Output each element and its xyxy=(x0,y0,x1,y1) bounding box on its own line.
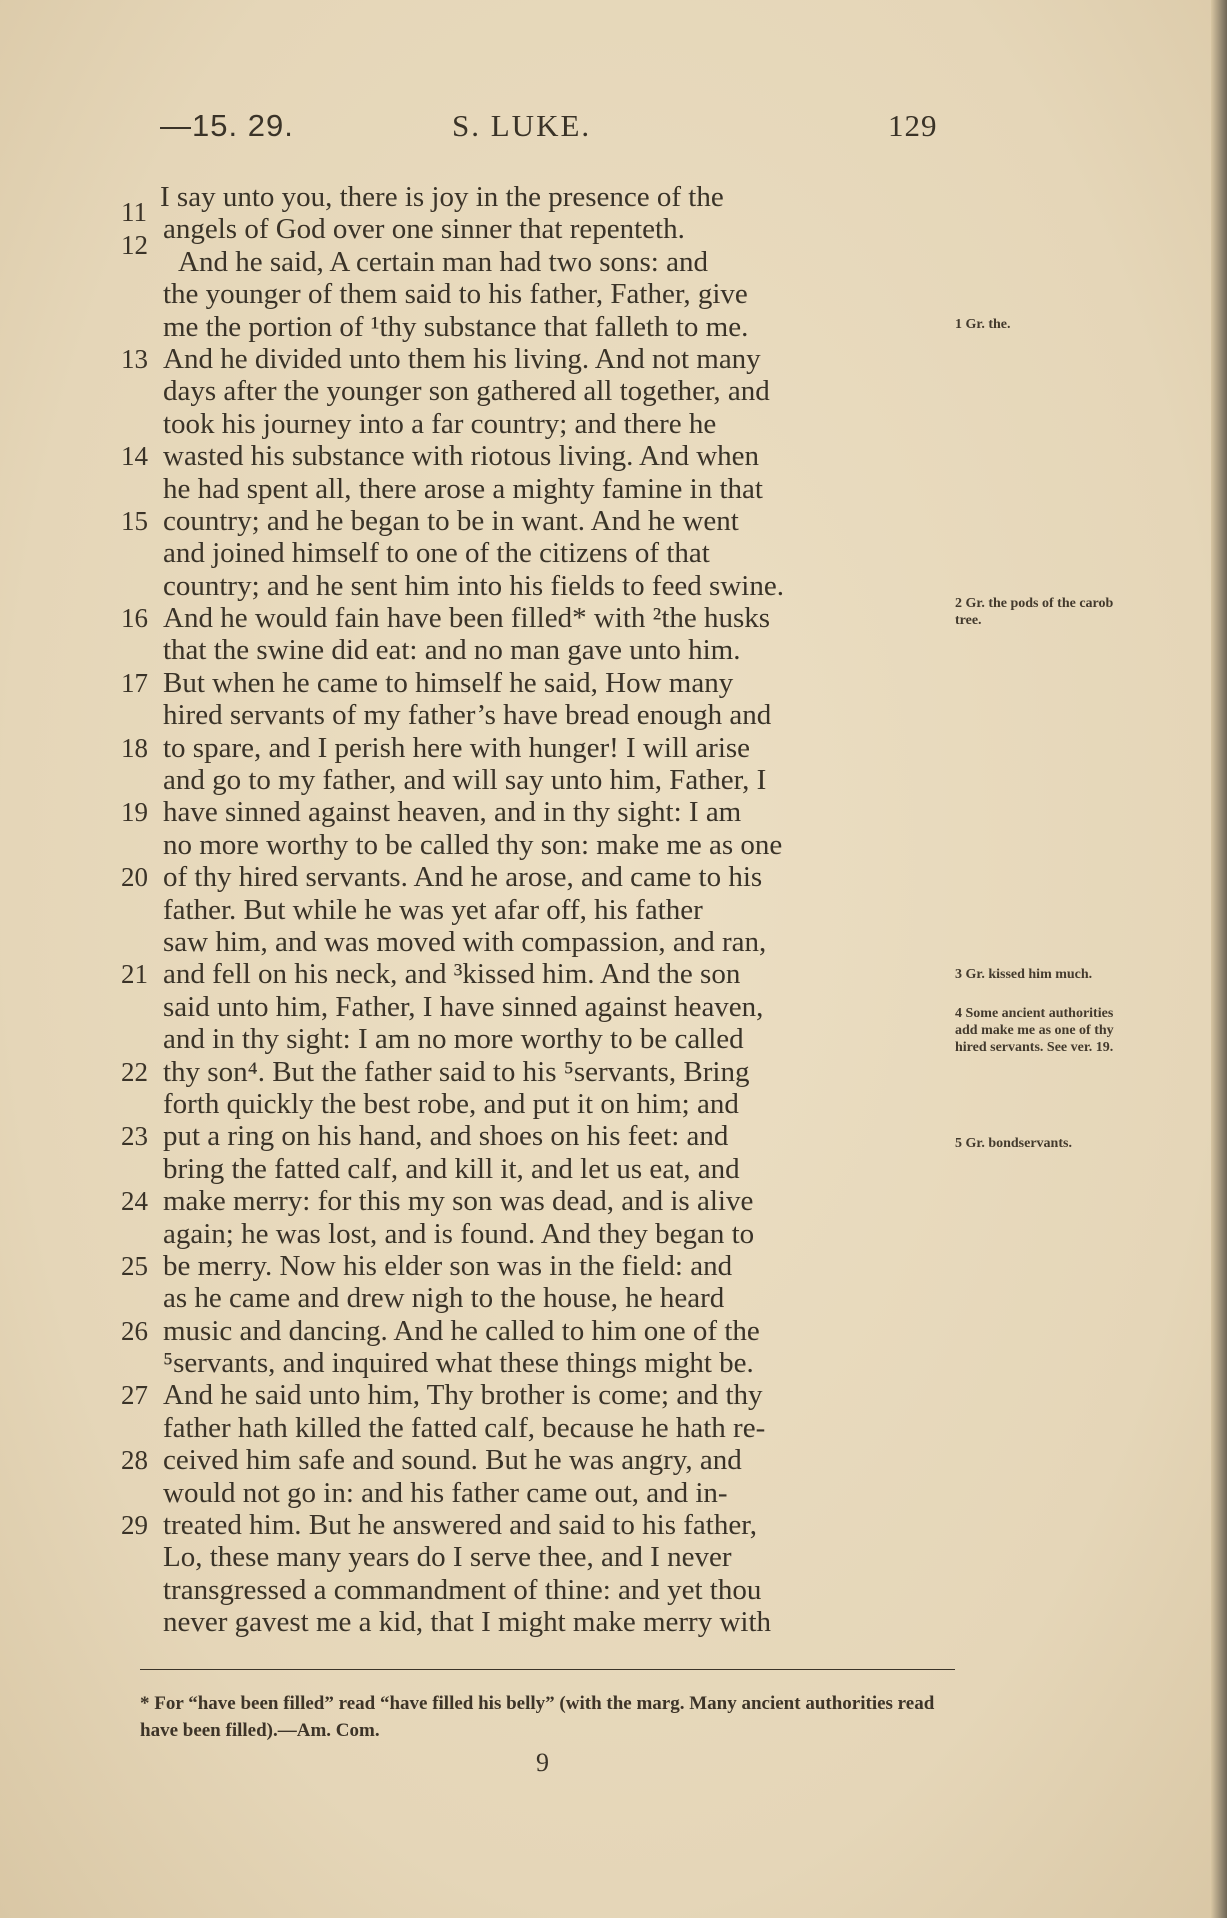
text-line: 13 And he divided unto them his living. And not many xyxy=(121,342,761,375)
text-line: bring the fatted calf, and kill it, and let us eat, and xyxy=(163,1152,740,1185)
text-line: country; and he sent him into his fields to feed swine. xyxy=(163,569,784,602)
page-signature: 9 xyxy=(536,1748,549,1777)
text-line: 20 of thy hired servants. And he arose, and came to his xyxy=(121,861,763,894)
margin-note-2: 2 Gr. the pods of the carob tree. xyxy=(955,596,1114,628)
header-chapter-ref: —15. 29. xyxy=(160,108,294,143)
margin-note-4: 4 Some ancient authorities add make me as one of thy hired servants. See ver. 19. xyxy=(955,1006,1114,1055)
header-page-number: 129 xyxy=(888,108,938,143)
text-line: 12 And he said, A certain man had two sons: and xyxy=(121,229,708,278)
text-line: 19 have sinned against heaven, and in thy sight: I am xyxy=(121,796,742,829)
text-line: 26 music and dancing. And he called to him one of the xyxy=(121,1314,760,1347)
text-line: as he came and drew nigh to the house, he heard xyxy=(163,1282,725,1315)
text-line: forth quickly the best robe, and put it on him; and xyxy=(163,1087,739,1120)
verse-number: 26 xyxy=(121,1315,148,1346)
verse-number: 13 xyxy=(121,343,148,374)
text-line: 21 and fell on his neck, and ³kissed him. And the son xyxy=(121,958,741,991)
verse-number: 24 xyxy=(121,1186,148,1217)
verse-number: 16 xyxy=(121,603,148,634)
text-line: 18 to spare, and I perish here with hunger! I will arise xyxy=(121,731,751,764)
text-line: days after the younger son gathered all together, and xyxy=(163,375,770,408)
text-line: 29 treated him. But he answered and said to his father, xyxy=(121,1509,757,1542)
text-line: 23 put a ring on his hand, and shoes on his feet: and xyxy=(121,1120,729,1153)
text-line: 24 make merry: for this my son was dead, and is alive xyxy=(121,1185,754,1218)
text-line: 25 be merry. Now his elder son was in the field: and xyxy=(121,1249,733,1282)
verse-number: 12 xyxy=(121,229,148,260)
text-line: 22 thy son⁴. But the father said to his ⁵servants, Bring xyxy=(121,1055,750,1088)
verse-number: 18 xyxy=(121,732,148,763)
verse-number: 27 xyxy=(121,1380,148,1411)
verse-number: 28 xyxy=(121,1445,148,1476)
text-line: 15 country; and he began to be in want. And he went xyxy=(121,504,739,537)
verse-number: 15 xyxy=(121,505,148,536)
verse-number: 22 xyxy=(121,1056,148,1087)
header-book-title: S. LUKE. xyxy=(452,108,592,143)
verse-number: 11 xyxy=(121,197,147,228)
text-line: and joined himself to one of the citizens of that xyxy=(163,537,710,570)
text-line: the younger of them said to his father, Father, give xyxy=(163,278,748,311)
text-line: father hath killed the fatted calf, because he hath re- xyxy=(163,1411,766,1444)
verse-number: 21 xyxy=(121,959,148,990)
verse-number: 14 xyxy=(121,441,148,472)
text-line: would not go in: and his father came out, and in- xyxy=(163,1476,728,1509)
text-line: Lo, these many years do I serve thee, and I never xyxy=(163,1541,732,1574)
verse-number: 23 xyxy=(121,1121,148,1152)
text-line: 14 wasted his substance with riotous living. And when xyxy=(121,440,760,473)
text-line: 16 And he would fain have been filled* with ²the husks xyxy=(121,602,771,635)
margin-note-3: 3 Gr. kissed him much. xyxy=(955,967,1093,982)
text-line: father. But while he was yet afar off, his father xyxy=(163,893,703,926)
text-line: and in thy sight: I am no more worthy to be called xyxy=(163,1023,744,1056)
verse-number: 25 xyxy=(121,1250,148,1281)
text-line: ⁵servants, and inquired what these things might be. xyxy=(163,1347,754,1380)
text-line: that the swine did eat: and no man gave unto him. xyxy=(163,634,741,667)
text-line: transgressed a commandment of thine: and yet thou xyxy=(163,1573,762,1606)
scripture-text xyxy=(0,181,1227,1639)
text-line: he had spent all, there arose a mighty famine in that xyxy=(163,472,763,505)
text-line: I say unto you, there is joy in the presence of the xyxy=(160,181,724,213)
footnote: * For “have been filled” read “have filled his belly” (with the marg. Many ancient authorities read have been filled).—Am. Com. xyxy=(140,1693,935,1741)
text-line: 27 And he said unto him, Thy brother is come; and thy xyxy=(121,1379,763,1412)
footnote-divider xyxy=(140,1669,955,1670)
text-line: and go to my father, and will say unto him, Father, I xyxy=(163,764,767,797)
text-line: said unto him, Father, I have sinned against heaven, xyxy=(163,990,764,1023)
verse-number: 19 xyxy=(121,797,148,828)
text-line: 11 angels of God over one sinner that repenteth. xyxy=(121,197,685,246)
verse-number: 29 xyxy=(121,1510,148,1541)
text-line: me the portion of ¹thy substance that falleth to me. xyxy=(163,310,749,343)
text-line: no more worthy to be called thy son: make me as one xyxy=(163,828,783,861)
verse-number: 17 xyxy=(121,667,148,698)
text-line: saw him, and was moved with compassion, and ran, xyxy=(163,925,767,958)
margin-note-1: 1 Gr. the. xyxy=(955,317,1011,332)
verse-number: 20 xyxy=(121,862,148,893)
text-line: 28 ceived him safe and sound. But he was angry, and xyxy=(121,1444,742,1477)
text-line: 17 But when he came to himself he said, How many xyxy=(121,666,734,699)
text-line: never gavest me a kid, that I might make merry with xyxy=(163,1606,772,1639)
margin-note-5: 5 Gr. bondservants. xyxy=(955,1136,1072,1151)
text-line: took his journey into a far country; and there he xyxy=(163,407,717,440)
text-line: hired servants of my father’s have bread enough and xyxy=(163,699,772,732)
text-line: again; he was lost, and is found. And they began to xyxy=(163,1217,755,1250)
